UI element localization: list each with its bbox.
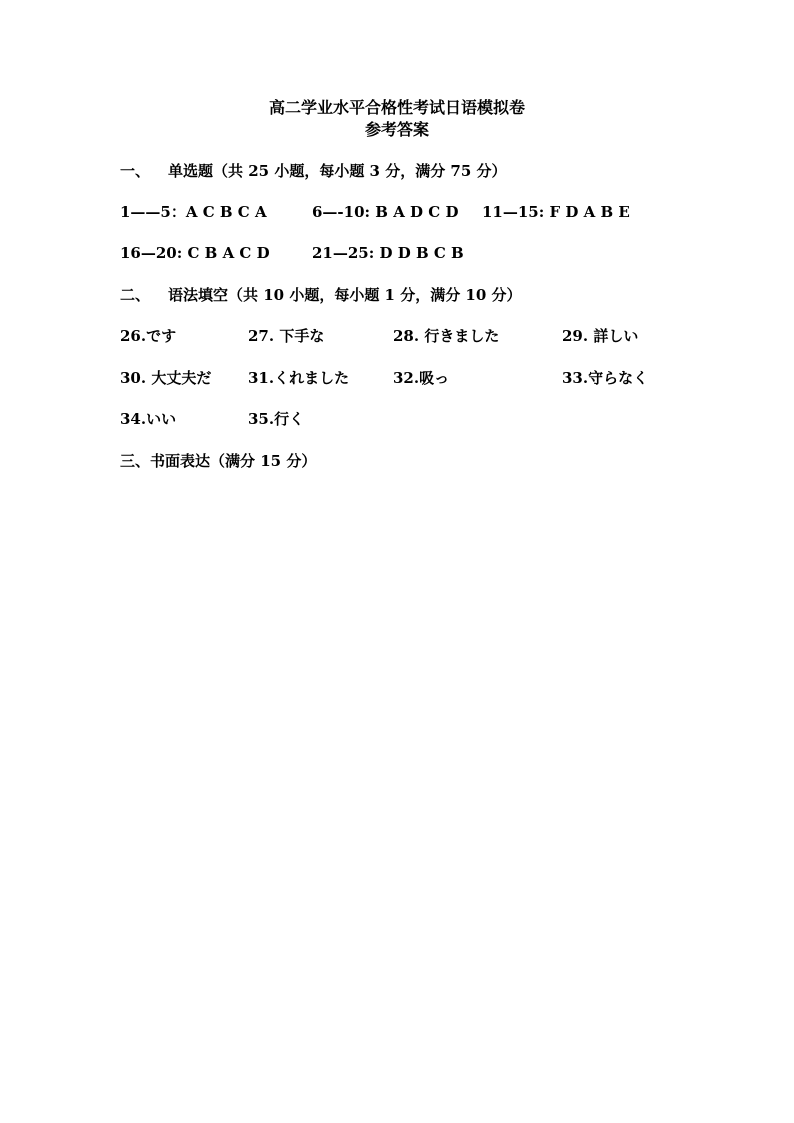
- section1-heading-row: [120, 161, 507, 181]
- answer-item-27: 27. 下手な: [248, 327, 325, 345]
- answer-group-5: [312, 243, 464, 263]
- answer-item-32: 32.吸っ: [393, 369, 450, 387]
- answer-range: 21—25:: [312, 244, 380, 262]
- answer-item-26: 26.です: [120, 327, 177, 345]
- answer-group-2: [312, 202, 458, 222]
- answer-item-35: 35.行く: [248, 410, 305, 428]
- section2-number: 二、: [120, 286, 151, 304]
- answer-item-30: 30. 大丈夫だ: [120, 369, 212, 387]
- answer-letters: B A D C D: [375, 203, 459, 221]
- section1-number: 一、: [120, 162, 151, 180]
- document-subtitle: 参考答案: [364, 120, 429, 139]
- document-title: 高二学业水平合格性考试日语模拟卷: [268, 98, 525, 117]
- answer-range: 1——5：: [120, 203, 186, 221]
- answer-group-1: [120, 202, 267, 222]
- answer-item-33: 33.守らなく: [562, 369, 649, 387]
- answer-letters: A C B C A: [185, 203, 267, 221]
- answer-group-4: [120, 243, 270, 263]
- answer-item-28: 28. 行きました: [393, 327, 500, 345]
- answer-letters: C B A C D: [187, 244, 270, 262]
- answer-item-29: 29. 詳しい: [562, 327, 639, 345]
- section2-heading: 语法填空（共 10 小题，每小题 1 分，满分 10 分）: [168, 286, 522, 304]
- answer-letters: F D A B E: [549, 203, 630, 221]
- answer-range: 11—15:: [482, 203, 550, 221]
- answer-range: 6—-10:: [312, 203, 376, 221]
- answer-range: 16—20:: [120, 244, 188, 262]
- section2-heading-row: [120, 285, 522, 305]
- answer-letters: D D B C B: [379, 244, 464, 262]
- answer-item-34: 34.いい: [120, 410, 177, 428]
- section1-heading: 单选题（共 25 小题，每小题 3 分，满分 75 分）: [168, 162, 507, 180]
- answer-group-3: [482, 202, 630, 222]
- answer-item-31: 31.くれました: [248, 369, 350, 387]
- section3-heading: 三、书面表达（满分 15 分）: [120, 452, 317, 470]
